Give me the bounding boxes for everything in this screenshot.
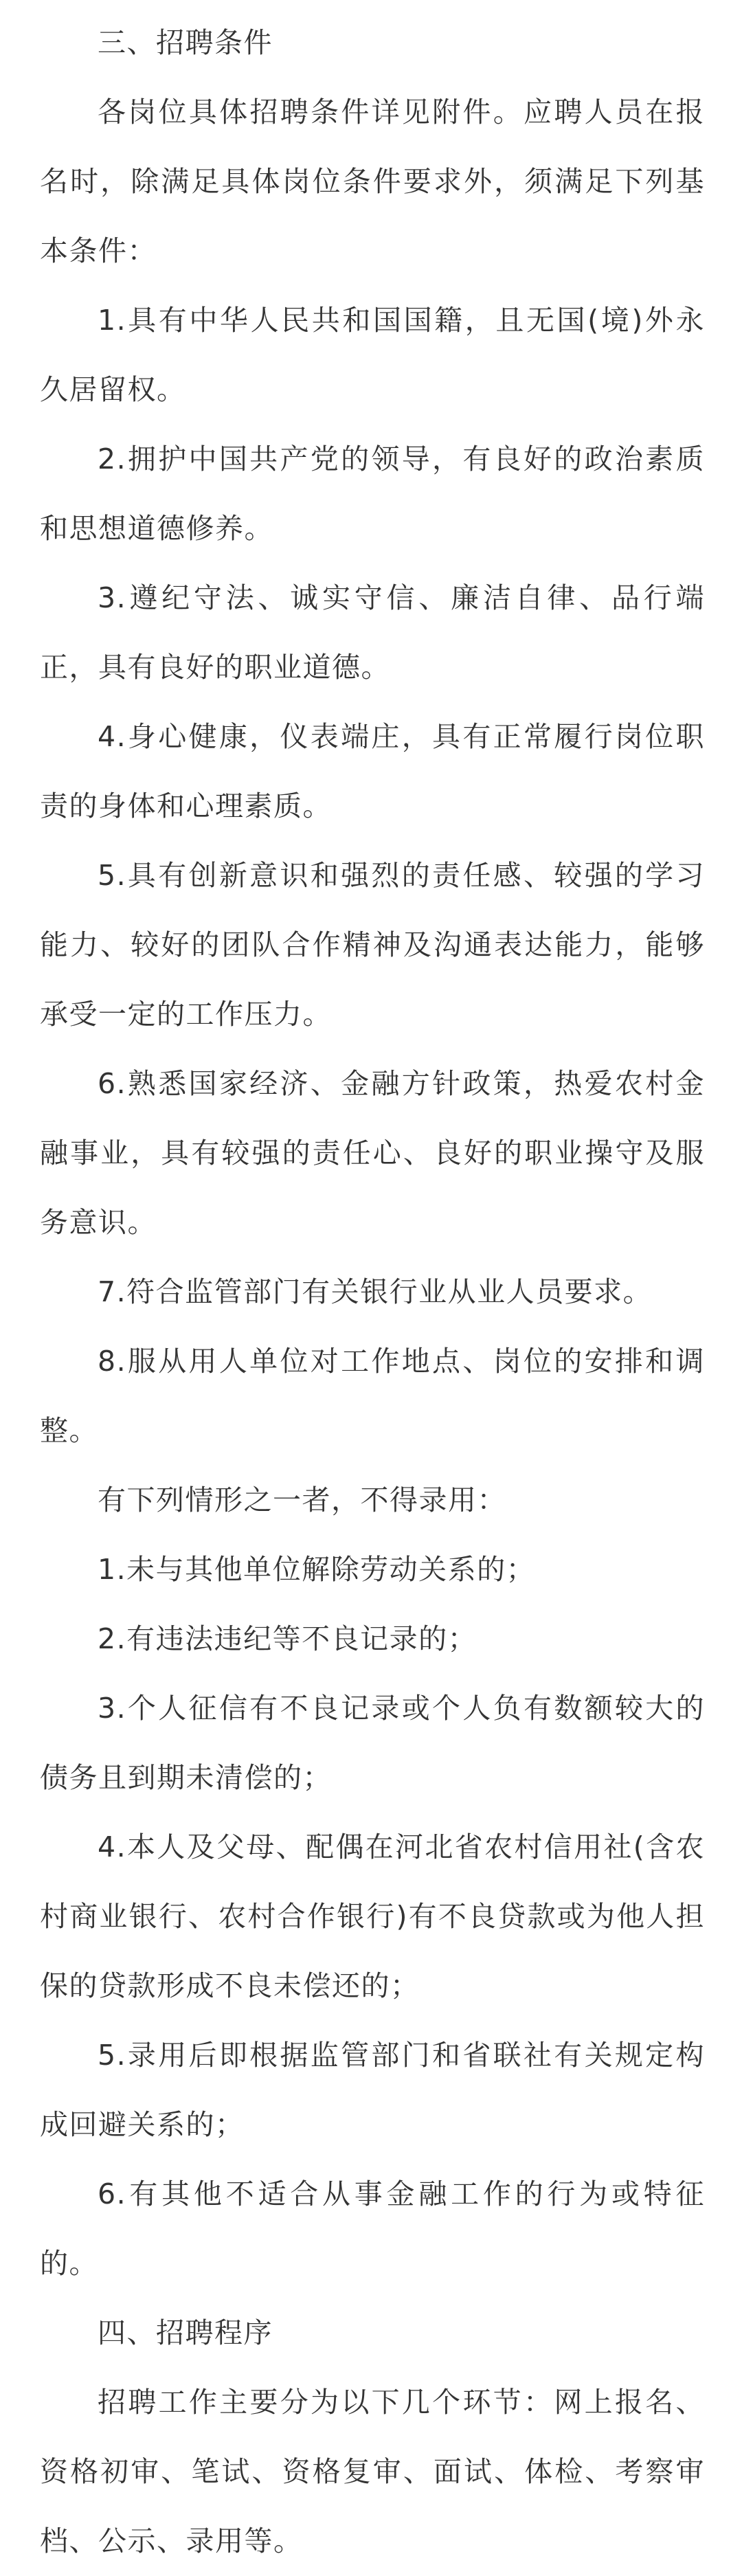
exclusion-item-2: 2.有违法违纪等不良记录的； <box>98 1622 477 1655</box>
exclusion-item-5: 5.录用后即根据监管部门和省联社有关规定构成回避关系的； <box>40 2039 705 2141</box>
procedure-paragraph: 招聘工作主要分为以下几个环节：网上报名、资格初审、笔试、资格复审、面试、体检、考察审档、公示、录用等。 <box>40 2386 705 2557</box>
article-body <box>40 8 705 2576</box>
section-heading-recruitment-conditions: 三、招聘条件 <box>98 26 273 59</box>
exclusion-item-6: 6.有其他不适合从事金融工作的行为或特征的。 <box>40 2177 705 2280</box>
condition-item-3: 3.遵纪守法、诚实守信、廉洁自律、品行端正，具有良好的职业道德。 <box>40 581 705 684</box>
exclusion-item-1: 1.未与其他单位解除劳动关系的； <box>98 1553 536 1586</box>
exclusion-item-4: 4.本人及父母、配偶在河北省农村信用社(含农村商业银行、农村合作银行)有不良贷款或为他人担保的贷款形成不良未偿还的； <box>40 1830 705 2002</box>
exclusion-intro: 有下列情形之一者，不得录用： <box>98 1483 506 1516</box>
condition-item-2: 2.拥护中国共产党的领导，有良好的政治素质和思想道德修养。 <box>40 443 705 545</box>
exclusion-item-3: 3.个人征信有不良记录或个人负有数额较大的债务且到期未清偿的； <box>40 1692 705 1794</box>
condition-item-5: 5.具有创新意识和强烈的责任感、较强的学习能力、较好的团队合作精神及沟通表达能力，能够承受一定的工作压力。 <box>40 859 705 1031</box>
intro-paragraph: 各岗位具体招聘条件详见附件。应聘人员在报名时，除满足具体岗位条件要求外，须满足下列基本条件： <box>40 96 705 267</box>
condition-item-7: 7.符合监管部门有关银行业从业人员要求。 <box>98 1275 653 1308</box>
condition-item-1: 1.具有中华人民共和国国籍，且无国(境)外永久居留权。 <box>40 304 705 406</box>
condition-item-6: 6.熟悉国家经济、金融方针政策，热爱农村金融事业，具有较强的责任心、良好的职业操守及服务意识。 <box>40 1067 705 1239</box>
section-heading-recruitment-procedure: 四、招聘程序 <box>98 2316 273 2349</box>
condition-item-8: 8.服从用人单位对工作地点、岗位的安排和调整。 <box>40 1345 705 1447</box>
condition-item-4: 4.身心健康，仪表端庄，具有正常履行岗位职责的身体和心理素质。 <box>40 720 705 822</box>
